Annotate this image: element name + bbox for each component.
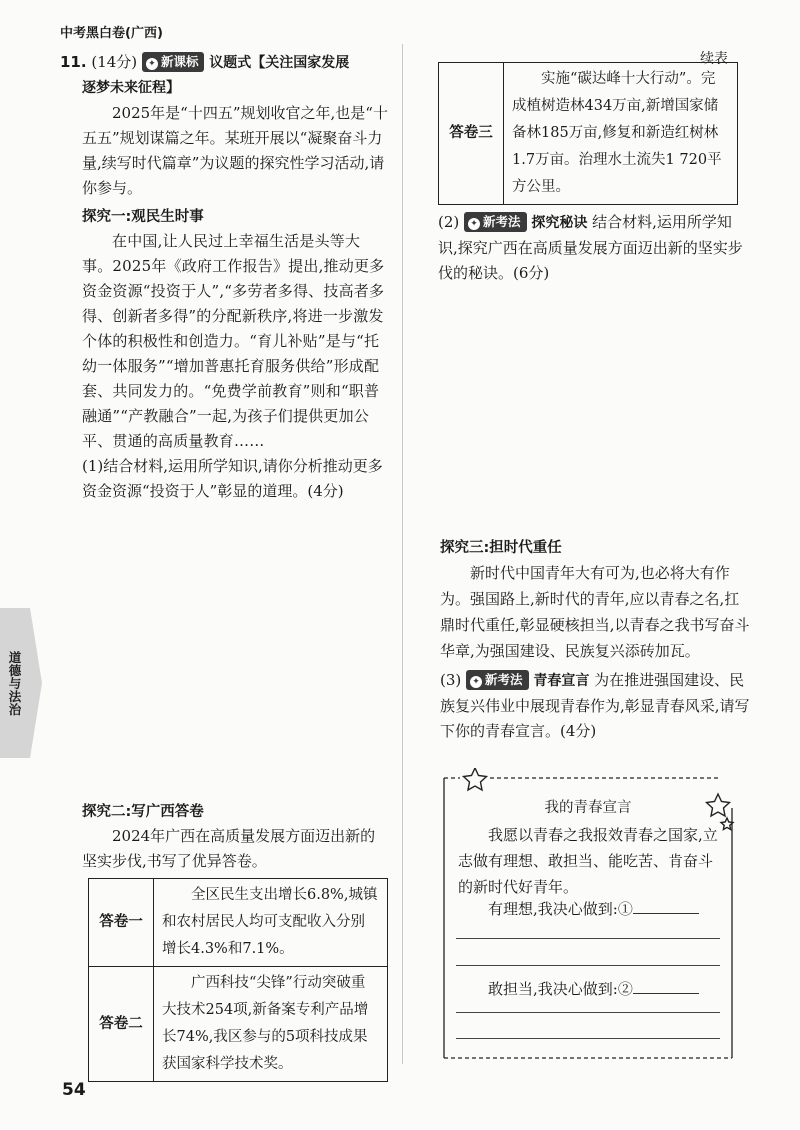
page-number: 54 bbox=[62, 1080, 86, 1100]
subject-side-tab bbox=[0, 608, 30, 758]
table-row bbox=[439, 63, 738, 205]
side-tab-char: 道 bbox=[8, 649, 22, 665]
question3: (3) ✦ 新考法 青春宣言 为在推进强国建设、民族复兴伟业中展现青春作为,彰显青春风采,请写下你的青春宣言。(4分) bbox=[440, 671, 750, 740]
answer-label: 答卷一 bbox=[89, 879, 154, 967]
answer-blank[interactable] bbox=[633, 899, 699, 914]
new-method-tag: ✦ 新考法 bbox=[466, 670, 529, 690]
lightbulb-icon: ✦ bbox=[470, 676, 482, 688]
answer-text: 广西科技“尖锋”行动突破重大技术254项,新备案专利产品增长74%,我区参与的5项科技成果获国家科学技术奖。 bbox=[154, 967, 388, 1082]
book-title: 中考黑白卷(广西) bbox=[60, 26, 163, 41]
answer-line[interactable] bbox=[456, 1038, 720, 1039]
new-curriculum-tag: ✦ 新课标 bbox=[142, 52, 205, 72]
inquiry1-heading: 探究一:观民生时事 bbox=[82, 209, 204, 225]
inquiry1-material: 在中国,让人民过上幸福生活是头等大事。2025年《政府工作报告》提出,推动更多资金资源“投资于人”,“多劳者多得、技高者多得、创新者多得”的分配新秩序,将进一步激发个体的积极性和创造力。“育儿补贴”是与“托幼一体服务”“增加普惠托育服务供给”形成配套、共同发力的。“免费学前教育”则和“职普融通”“产教融合”一起,为孩子们提供更加公平、贯通的高质量教育…… bbox=[82, 232, 385, 450]
lightbulb-icon: ✦ bbox=[146, 58, 158, 70]
question-title: 议题式【关注国家发展 bbox=[209, 55, 350, 71]
question-number: 11. bbox=[60, 53, 87, 71]
inquiry2-block bbox=[82, 800, 390, 874]
side-tab-char: 与 bbox=[8, 675, 22, 691]
question2-block bbox=[438, 210, 748, 286]
declaration-line2: 敢担当,我决心做到:② bbox=[458, 976, 720, 1002]
side-tab-char: 德 bbox=[8, 662, 22, 678]
answer-text: 实施“碳达峰十大行动”。完成植树造林434万亩,新增国家储备林185万亩,修复和新造红树林1.7万亩。治理水土流失1 720平方公里。 bbox=[504, 63, 738, 205]
answer-label: 答卷三 bbox=[439, 63, 504, 205]
table-row bbox=[89, 967, 388, 1082]
side-tab-char: 法 bbox=[8, 688, 22, 704]
lightbulb-icon: ✦ bbox=[468, 218, 480, 230]
question-intro: 2025年是“十四五”规划收官之年,也是“十五五”规划谋篇之年。某班开展以“凝聚奋斗力量,续写时代篇章”为议题的探究性学习活动,请你参与。 bbox=[82, 104, 388, 197]
table-row bbox=[89, 879, 388, 967]
inquiry2-material: 2024年广西在高质量发展方面迈出新的坚实步伐,书写了优异答卷。 bbox=[82, 827, 376, 870]
declaration-title: 我的青春宣言 bbox=[544, 800, 632, 816]
answer-label: 答卷二 bbox=[89, 967, 154, 1082]
inquiry2-heading: 探究二:写广西答卷 bbox=[82, 804, 204, 820]
declaration-box bbox=[438, 768, 738, 1068]
question-header bbox=[60, 50, 390, 76]
answer-table bbox=[88, 878, 388, 1082]
inquiry3-block bbox=[440, 536, 750, 744]
answer-line[interactable] bbox=[456, 1012, 720, 1013]
question-title-cont: 逐梦未来征程】 bbox=[82, 80, 180, 96]
inquiry1-question: (1)结合材料,运用所学知识,请你分析推动更多资金资源“投资于人”彰显的道理。(4分) bbox=[82, 457, 383, 500]
side-tab-char: 治 bbox=[8, 701, 22, 717]
answer-blank[interactable] bbox=[633, 979, 699, 994]
answer-text: 全区民生支出增长6.8%,城镇和农村居民人均可支配收入分别增长4.3%和7.1%。 bbox=[154, 879, 388, 967]
declaration-line1: 有理想,我决心做到:① bbox=[458, 896, 720, 922]
left-column bbox=[60, 50, 390, 504]
answer-line[interactable] bbox=[456, 965, 720, 966]
star-icon bbox=[721, 818, 733, 830]
answer-table-continued bbox=[438, 62, 738, 205]
answer-line[interactable] bbox=[456, 938, 720, 939]
continued-label: 续表 bbox=[700, 51, 728, 67]
inquiry3-material: 新时代中国青年大有可为,也必将大有作为。强国路上,新时代的青年,应以青春之名,扛鼎时代重任,彰显硬核担当,以青春之我书写奋斗华章,为强国建设、民族复兴添砖加瓦。 bbox=[440, 564, 750, 660]
star-icon bbox=[464, 768, 487, 790]
new-method-tag: ✦ 新考法 bbox=[464, 212, 527, 232]
inquiry3-heading: 探究三:担时代重任 bbox=[440, 540, 562, 556]
declaration-body: 我愿以青春之我报效青春之国家,立志做有理想、敢担当、能吃苦、肯奋斗的新时代好青年。 bbox=[458, 826, 718, 896]
question-points: (14分) bbox=[91, 53, 138, 71]
question2: (2) ✦ 新考法 探究秘诀 结合材料,运用所学知识,探究广西在高质量发展方面迈出新的坚实步伐的秘诀。(6分) bbox=[438, 213, 743, 282]
column-divider bbox=[402, 44, 403, 1064]
